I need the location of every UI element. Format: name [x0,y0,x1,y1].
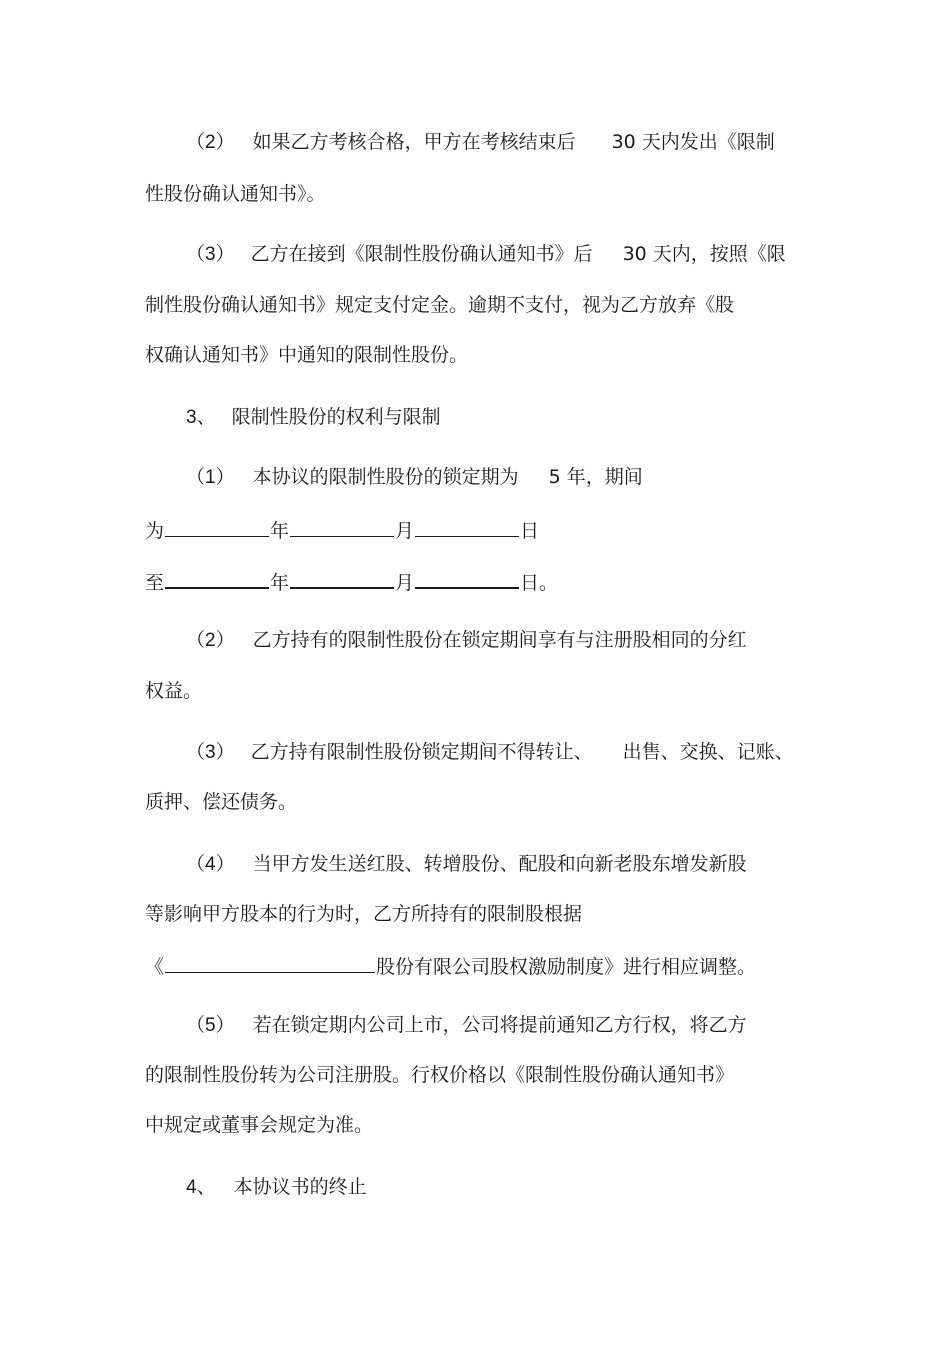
paragraph-line [186,852,747,877]
item-number: （5） [186,1015,235,1036]
paragraph-text: 乙方在接到《限制性股份确认通知书》后 [250,243,593,265]
paragraph-text: 乙方持有的限制性股份在锁定期间享有与注册股相同的分红 [252,629,747,651]
paragraph-line [145,1063,734,1087]
item-number: （2） [186,630,235,651]
month-blank [290,567,394,589]
paragraph-line [145,293,734,317]
paragraph-line [186,740,794,765]
paragraph-text: 制性股份确认通知书》规定支付定金。逾期不支付，视为乙方放弃《股 [145,294,735,316]
paragraph-text: 性股份确认通知书》。 [145,183,326,205]
paragraph-text: 出售、交换、记账、 [622,741,794,763]
section-title: 限制性股份的权利与限制 [231,406,441,428]
month-blank [290,516,394,537]
paragraph-line [145,182,326,206]
item-number: （3） [186,244,235,265]
day-label: 日。 [520,572,559,594]
paragraph-text: 当甲方发生送红股、转增股份、配股和向新老股东增发新股 [252,853,747,875]
section-number: 3、 [186,407,216,428]
date-prefix: 至 [145,572,165,594]
paragraph-line [186,465,643,490]
paragraph-text: 《 [145,956,165,978]
paragraph-text: 5 年，期间 [548,466,643,488]
paragraph-text: 质押、偿还债务。 [145,791,298,813]
year-label: 年 [270,520,290,542]
month-label: 月 [395,520,415,542]
day-label: 日 [520,520,540,542]
date-line-from [145,516,539,543]
paragraph-line [145,343,468,367]
company-name-blank [165,952,375,973]
paragraph-line [145,790,297,814]
paragraph-line [186,628,747,653]
paragraph-text: 本协议的限制性股份的锁定期为 [252,466,519,488]
paragraph-line [145,902,582,926]
paragraph-text: 权益。 [145,680,203,702]
day-blank [415,567,519,589]
paragraph-text: 乙方持有限制性股份锁定期间不得转让、 [250,741,593,763]
section-heading [186,405,441,430]
paragraph-text: 30 天内，按照《限 [622,243,786,265]
item-number: （3） [186,742,235,763]
paragraph-text: 30 天内发出《限制 [611,131,775,153]
item-number: （1） [186,467,235,488]
paragraph-line [145,679,202,703]
paragraph-text: 股份有限公司股权激励制度》进行相应调整。 [376,956,757,978]
date-line-to [145,567,558,595]
month-label: 月 [395,572,415,594]
paragraph-line [145,952,756,979]
section-title: 本协议书的终止 [233,1176,367,1198]
year-label: 年 [270,572,290,594]
section-heading [186,1175,367,1200]
paragraph-text: 若在锁定期内公司上市，公司将提前通知乙方行权，将乙方 [252,1014,747,1036]
year-blank [165,567,269,589]
paragraph-line [186,242,786,267]
paragraph-text: 中规定或董事会规定为准。 [145,1114,374,1136]
date-prefix: 为 [145,520,165,542]
paragraph-line [186,1013,747,1038]
item-number: （2） [186,132,235,153]
paragraph-text: 的限制性股份转为公司注册股。行权价格以《限制性股份确认通知书》 [145,1064,735,1086]
year-blank [165,516,269,537]
paragraph-line [186,130,775,155]
paragraph-text: 权确认通知书》中通知的限制性股份。 [145,344,469,366]
paragraph-text: 等影响甲方股本的行为时，乙方所持有的限制股根据 [145,903,583,925]
paragraph-line [145,1113,373,1137]
item-number: （4） [186,854,235,875]
day-blank [415,516,519,537]
paragraph-text: 如果乙方考核合格，甲方在考核结束后 [252,131,576,153]
section-number: 4、 [186,1177,216,1198]
